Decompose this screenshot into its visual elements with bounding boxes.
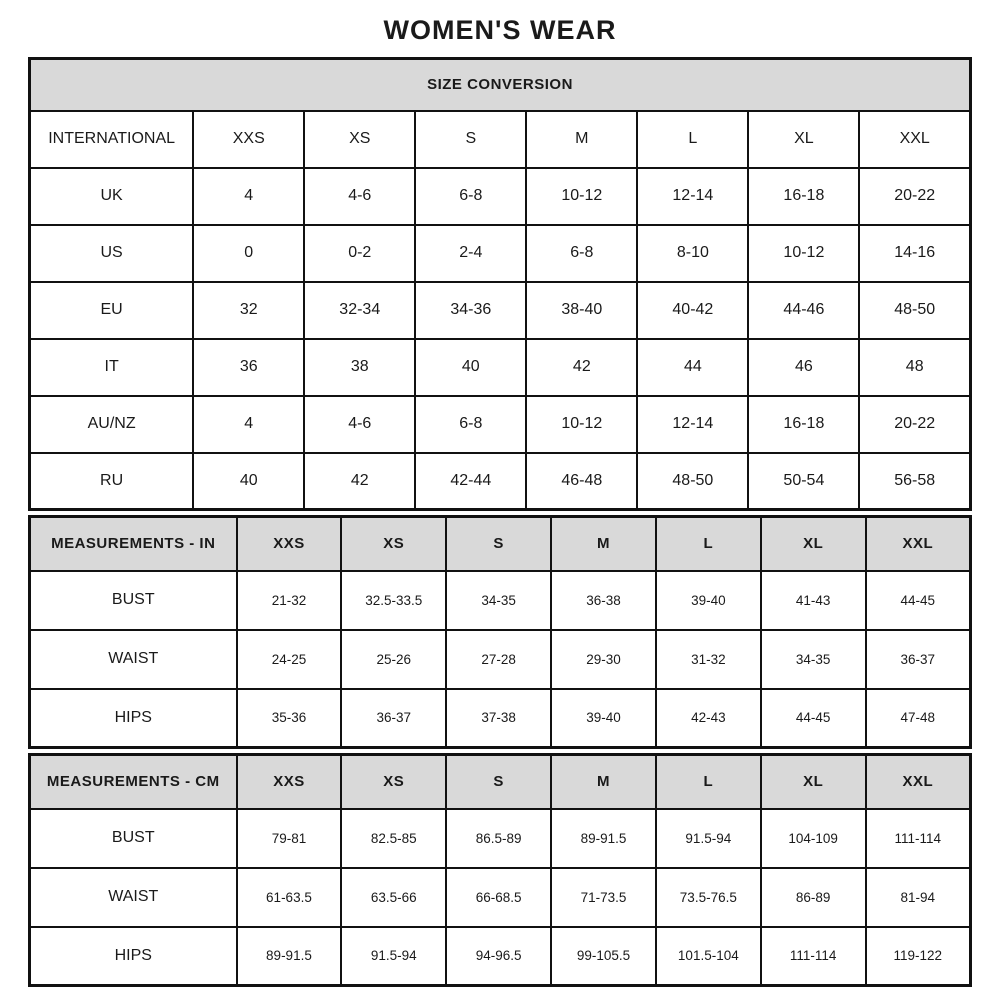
- size-conversion-table: [28, 57, 972, 511]
- column-header: S: [415, 111, 526, 168]
- value-cell: 4: [193, 168, 304, 225]
- value-cell: 48: [859, 339, 970, 396]
- value-cell: 42-44: [415, 453, 526, 510]
- value-cell: 6-8: [415, 396, 526, 453]
- row-label: IT: [30, 339, 194, 396]
- value-cell: 91.5-94: [656, 809, 761, 868]
- value-cell: 71-73.5: [551, 868, 656, 927]
- column-header: L: [656, 755, 761, 809]
- column-header: XL: [761, 517, 866, 571]
- value-cell: 119-122: [866, 927, 971, 986]
- value-cell: 39-40: [551, 689, 656, 748]
- table-row: [30, 225, 971, 282]
- value-cell: 63.5-66: [341, 868, 446, 927]
- value-cell: 8-10: [637, 225, 748, 282]
- table-row: [30, 282, 971, 339]
- column-header: L: [656, 517, 761, 571]
- value-cell: 2-4: [415, 225, 526, 282]
- size-conversion-header: SIZE CONVERSION: [30, 59, 971, 111]
- column-header: S: [446, 517, 551, 571]
- value-cell: 10-12: [526, 396, 637, 453]
- page-title: WOMEN'S WEAR: [383, 15, 617, 45]
- column-header: L: [637, 111, 748, 168]
- measurements-in-table: [28, 515, 972, 749]
- table-header-band: [30, 59, 971, 111]
- value-cell: 40-42: [637, 282, 748, 339]
- row-label: WAIST: [30, 630, 237, 689]
- value-cell: 29-30: [551, 630, 656, 689]
- value-cell: 6-8: [526, 225, 637, 282]
- table-row: [30, 927, 971, 986]
- value-cell: 47-48: [866, 689, 971, 748]
- value-cell: 40: [415, 339, 526, 396]
- value-cell: 14-16: [859, 225, 970, 282]
- value-cell: 31-32: [656, 630, 761, 689]
- table-row: [30, 630, 971, 689]
- value-cell: 94-96.5: [446, 927, 551, 986]
- measurements-in-header: MEASUREMENTS - IN: [30, 517, 237, 571]
- value-cell: 16-18: [748, 168, 859, 225]
- value-cell: 34-36: [415, 282, 526, 339]
- row-label: BUST: [30, 809, 237, 868]
- value-cell: 37-38: [446, 689, 551, 748]
- value-cell: 48-50: [637, 453, 748, 510]
- value-cell: 46-48: [526, 453, 637, 510]
- value-cell: 4-6: [304, 168, 415, 225]
- value-cell: 32.5-33.5: [341, 571, 446, 630]
- value-cell: 82.5-85: [341, 809, 446, 868]
- value-cell: 89-91.5: [237, 927, 342, 986]
- measurements-cm-header: MEASUREMENTS - CM: [30, 755, 237, 809]
- column-header: M: [526, 111, 637, 168]
- column-header: XXL: [866, 755, 971, 809]
- value-cell: 39-40: [656, 571, 761, 630]
- value-cell: 101.5-104: [656, 927, 761, 986]
- column-header: XXS: [237, 517, 342, 571]
- value-cell: 0-2: [304, 225, 415, 282]
- table-row: [30, 339, 971, 396]
- value-cell: 66-68.5: [446, 868, 551, 927]
- value-cell: 99-105.5: [551, 927, 656, 986]
- value-cell: 42: [526, 339, 637, 396]
- value-cell: 32-34: [304, 282, 415, 339]
- value-cell: 10-12: [526, 168, 637, 225]
- value-cell: 34-35: [446, 571, 551, 630]
- value-cell: 4-6: [304, 396, 415, 453]
- value-cell: 10-12: [748, 225, 859, 282]
- value-cell: 38: [304, 339, 415, 396]
- value-cell: 91.5-94: [341, 927, 446, 986]
- column-header: XS: [341, 517, 446, 571]
- row-label: UK: [30, 168, 194, 225]
- value-cell: 104-109: [761, 809, 866, 868]
- row-label: RU: [30, 453, 194, 510]
- value-cell: 36: [193, 339, 304, 396]
- value-cell: 12-14: [637, 168, 748, 225]
- value-cell: 48-50: [859, 282, 970, 339]
- value-cell: 86-89: [761, 868, 866, 927]
- value-cell: 36-38: [551, 571, 656, 630]
- table-row: [30, 809, 971, 868]
- value-cell: 6-8: [415, 168, 526, 225]
- value-cell: 86.5-89: [446, 809, 551, 868]
- column-header: INTERNATIONAL: [30, 111, 194, 168]
- value-cell: 27-28: [446, 630, 551, 689]
- value-cell: 0: [193, 225, 304, 282]
- value-cell: 111-114: [866, 809, 971, 868]
- value-cell: 81-94: [866, 868, 971, 927]
- value-cell: 12-14: [637, 396, 748, 453]
- row-label: HIPS: [30, 689, 237, 748]
- value-cell: 36-37: [341, 689, 446, 748]
- value-cell: 89-91.5: [551, 809, 656, 868]
- value-cell: 73.5-76.5: [656, 868, 761, 927]
- value-cell: 20-22: [859, 168, 970, 225]
- column-header-row: [30, 111, 971, 168]
- value-cell: 44-46: [748, 282, 859, 339]
- column-header: XXL: [866, 517, 971, 571]
- column-header: XL: [748, 111, 859, 168]
- row-label: EU: [30, 282, 194, 339]
- row-label: HIPS: [30, 927, 237, 986]
- value-cell: 20-22: [859, 396, 970, 453]
- value-cell: 4: [193, 396, 304, 453]
- value-cell: 21-32: [237, 571, 342, 630]
- value-cell: 79-81: [237, 809, 342, 868]
- table-row: [30, 168, 971, 225]
- value-cell: 44: [637, 339, 748, 396]
- table-row: [30, 868, 971, 927]
- value-cell: 40: [193, 453, 304, 510]
- value-cell: 35-36: [237, 689, 342, 748]
- value-cell: 24-25: [237, 630, 342, 689]
- column-header: XXS: [193, 111, 304, 168]
- column-header: M: [551, 517, 656, 571]
- column-header-row: [30, 517, 971, 571]
- table-row: [30, 453, 971, 510]
- row-label: AU/NZ: [30, 396, 194, 453]
- value-cell: 42: [304, 453, 415, 510]
- value-cell: 44-45: [866, 571, 971, 630]
- row-label: US: [30, 225, 194, 282]
- value-cell: 34-35: [761, 630, 866, 689]
- value-cell: 16-18: [748, 396, 859, 453]
- value-cell: 44-45: [761, 689, 866, 748]
- value-cell: 41-43: [761, 571, 866, 630]
- measurements-cm-table: [28, 753, 972, 987]
- row-label: BUST: [30, 571, 237, 630]
- value-cell: 25-26: [341, 630, 446, 689]
- column-header: XL: [761, 755, 866, 809]
- value-cell: 42-43: [656, 689, 761, 748]
- value-cell: 32: [193, 282, 304, 339]
- value-cell: 61-63.5: [237, 868, 342, 927]
- row-label: WAIST: [30, 868, 237, 927]
- column-header: XXS: [237, 755, 342, 809]
- column-header: M: [551, 755, 656, 809]
- column-header: XS: [341, 755, 446, 809]
- column-header: XS: [304, 111, 415, 168]
- value-cell: 56-58: [859, 453, 970, 510]
- value-cell: 50-54: [748, 453, 859, 510]
- table-row: [30, 689, 971, 748]
- value-cell: 111-114: [761, 927, 866, 986]
- table-row: [30, 396, 971, 453]
- table-row: [30, 571, 971, 630]
- value-cell: 38-40: [526, 282, 637, 339]
- value-cell: 46: [748, 339, 859, 396]
- column-header: S: [446, 755, 551, 809]
- column-header-row: [30, 755, 971, 809]
- column-header: XXL: [859, 111, 970, 168]
- value-cell: 36-37: [866, 630, 971, 689]
